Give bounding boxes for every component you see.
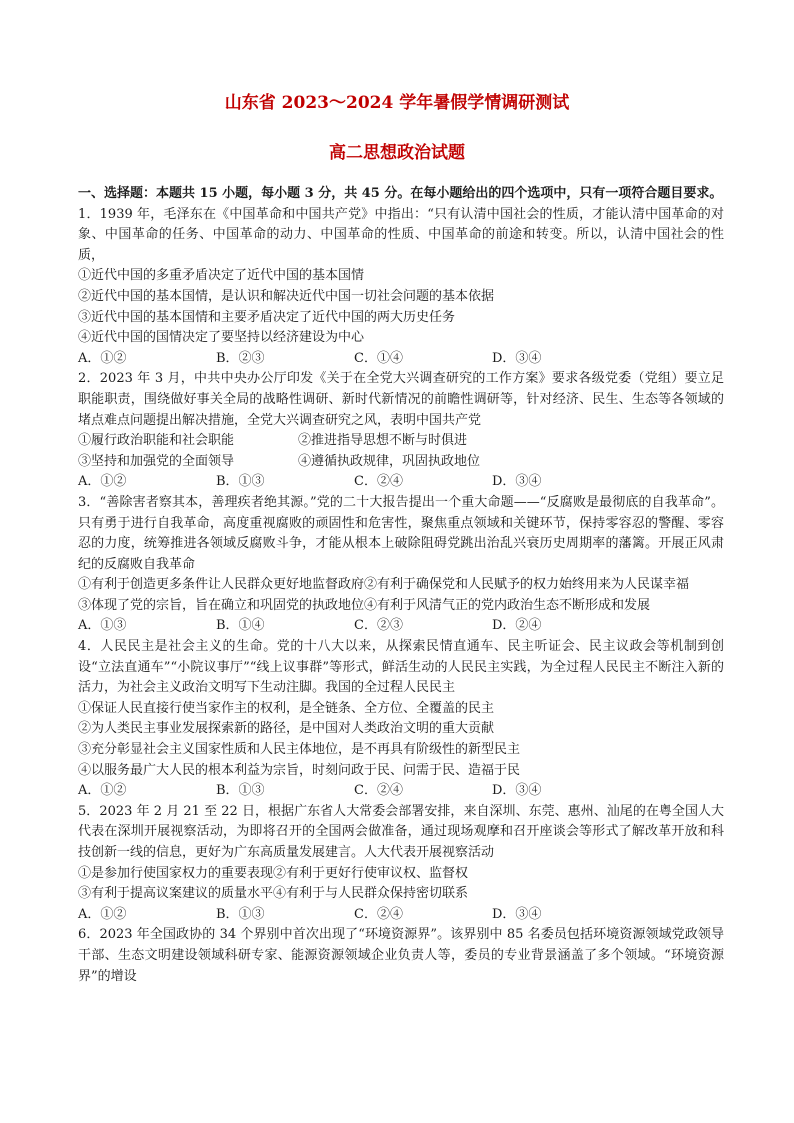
question-1-item: ②近代中国的基本国情，是认识和解决近代中国一切社会问题的基本依据	[78, 288, 495, 304]
question-2-item: ③坚持和加强党的全面领导	[78, 453, 235, 469]
option-c[interactable]: C．①④	[354, 350, 403, 366]
question-4-item: ②为人类民主事业发展探索新的路径，是中国对人类政治文明的重大贡献	[78, 721, 495, 737]
question-1-item: ③近代中国的基本国情和主要矛盾决定了近代中国的两大历史任务	[78, 309, 456, 325]
section-heading: 一、选择题：本题共 15 小题，每小题 3 分，共 45 分。在每小题给出的四个选项中，只有一项符合题目要求。	[78, 186, 723, 201]
question-1-stem: 1．1939 年，毛泽东在《中国革命和中国共产党》中指出：“只有认清中国社会的性质，才能认清中国革命的对象、中国革命的任务、中国革命的动力、中国革命的性质、中国革命的前途和转变。所以，认清中国社会的性质，	[78, 206, 724, 263]
question-2-options	[78, 472, 724, 493]
option-c[interactable]: C．②④	[354, 906, 403, 922]
option-d[interactable]: D．③④	[492, 783, 542, 799]
question-1-item: ①近代中国的多重矛盾决定了近代中国的基本国情	[78, 268, 365, 284]
option-d[interactable]: D．②④	[492, 618, 542, 634]
question-4-item: ①保证人民直接行使当家作主的权利，是全链条、全方位、全覆盖的民主	[78, 700, 495, 716]
question-5-item: ①是参加行使国家权力的重要表现②有利于更好行使审议权、监督权	[78, 865, 469, 881]
question-4-item: ③充分彰显社会主义国家性质和人民主体地位，是不再具有阶级性的新型民主	[78, 742, 521, 758]
exam-content	[78, 184, 724, 987]
question-3-item: ①有利于创造更多条件让人民群众更好地监督政府②有利于确保党和人民赋予的权力始终用来为人民谋幸福	[78, 577, 690, 593]
option-d[interactable]: D．③④	[492, 350, 542, 366]
question-4-stem: 4．人民民主是社会主义的生命。党的十八大以来，从探索民情直通车、民主听证会、民主议政会等机制到创设“立法直通车”“小院议事厅”“线上议事群”等形式，鲜活生动的人民民主实践，为全过程人民民主不断注入新的活力，为社会主义政治文明写下生动注脚。我国的全过程人民民主	[78, 639, 724, 696]
option-b[interactable]: B．①③	[216, 906, 265, 922]
question-4-item: ④以服务最广大人民的根本利益为宗旨，时刻问政于民、问需于民、造福于民	[78, 762, 521, 778]
question-3-options	[78, 616, 724, 637]
option-d[interactable]: D．③④	[492, 906, 542, 922]
question-2-item: ①履行政治职能和社会职能	[78, 433, 235, 449]
option-b[interactable]: B．①③	[216, 474, 265, 490]
question-3-item: ③体现了党的宗旨，旨在确立和巩固党的执政地位④有利于风清气正的党内政治生态不断形成和发展	[78, 597, 651, 613]
question-5-stem: 5．2023 年 2 月 21 至 22 日，根据广东省人大常委会部署安排，来自深圳、东莞、惠州、汕尾的在粤全国人大代表在深圳开展视察活动，为即将召开的全国两会做准备，通过现场观摩和召开座谈会等形式了解改革开放和科技创新一线的信息，更好为广东高质量发展建言。人大代表开展视察活动	[78, 803, 724, 860]
question-5-item: ③有利于提高议案建议的质量水平④有利于与人民群众保持密切联系	[78, 886, 469, 902]
question-2-item-row	[78, 431, 724, 452]
option-a[interactable]: A．①②	[78, 783, 127, 799]
option-a[interactable]: A．①②	[78, 350, 127, 366]
question-3-stem: 3．“善除害者察其本，善理疾者绝其源。”党的二十大报告提出一个重大命题——“反腐败是最彻底的自我革命”。只有勇于进行自我革命，高度重视腐败的顽固性和危害性，聚焦重点领域和关键环节，保持零容忍的警醒、零容忍的力度，统筹推进各领域反腐败斗争，才能从根本上破除阻碍党跳出治乱兴衰历史周期率的藩篱。开展正风肃纪的反腐败自我革命	[78, 494, 724, 572]
question-2-item: ②推进指导思想不断与时俱进	[298, 433, 468, 449]
option-a[interactable]: A．①②	[78, 906, 127, 922]
option-b[interactable]: B．①④	[216, 618, 265, 634]
question-1-options	[78, 349, 724, 370]
option-c[interactable]: C．②④	[354, 474, 403, 490]
option-a[interactable]: A．①②	[78, 474, 127, 490]
question-2-item-row	[78, 452, 724, 473]
option-c[interactable]: C．②③	[354, 618, 403, 634]
option-c[interactable]: C．②④	[354, 783, 403, 799]
question-2-item: ④遵循执政规律，巩固执政地位	[298, 453, 481, 469]
page-subtitle: 高二思想政治试题	[329, 143, 465, 163]
option-a[interactable]: A．①③	[78, 618, 127, 634]
question-5-options	[78, 905, 724, 926]
question-2-stem: 2．2023 年 3 月，中共中央办公厅印发《关于在全党大兴调查研究的工作方案》要求各级党委（党组）要立足职能职责，围绕做好事关全局的战略性调研、新时代新情况的前瞻性调研等，针对经济、民生、生态等各领域的堵点难点问题提出解决措施，全党大兴调查研究之风，表明中国共产党	[78, 371, 724, 428]
question-4-options	[78, 781, 724, 802]
question-6-stem: 6．2023 年全国政协的 34 个界别中首次出现了“环境资源界”。该界别中 85 名委员包括环境资源领域党政领导干部、生态文明建设领域科研专家、能源资源领域企业负责人等，委员的专业背景涵盖了多个领域。“环境资源界”的增设	[78, 927, 724, 984]
option-b[interactable]: B．②③	[216, 350, 265, 366]
question-1-item: ④近代中国的国情决定了要坚持以经济建设为中心	[78, 330, 365, 346]
option-b[interactable]: B．①③	[216, 783, 265, 799]
option-d[interactable]: D．③④	[492, 474, 542, 490]
page-title: 山东省 2023～2024 学年暑假学情调研测试	[224, 93, 570, 113]
